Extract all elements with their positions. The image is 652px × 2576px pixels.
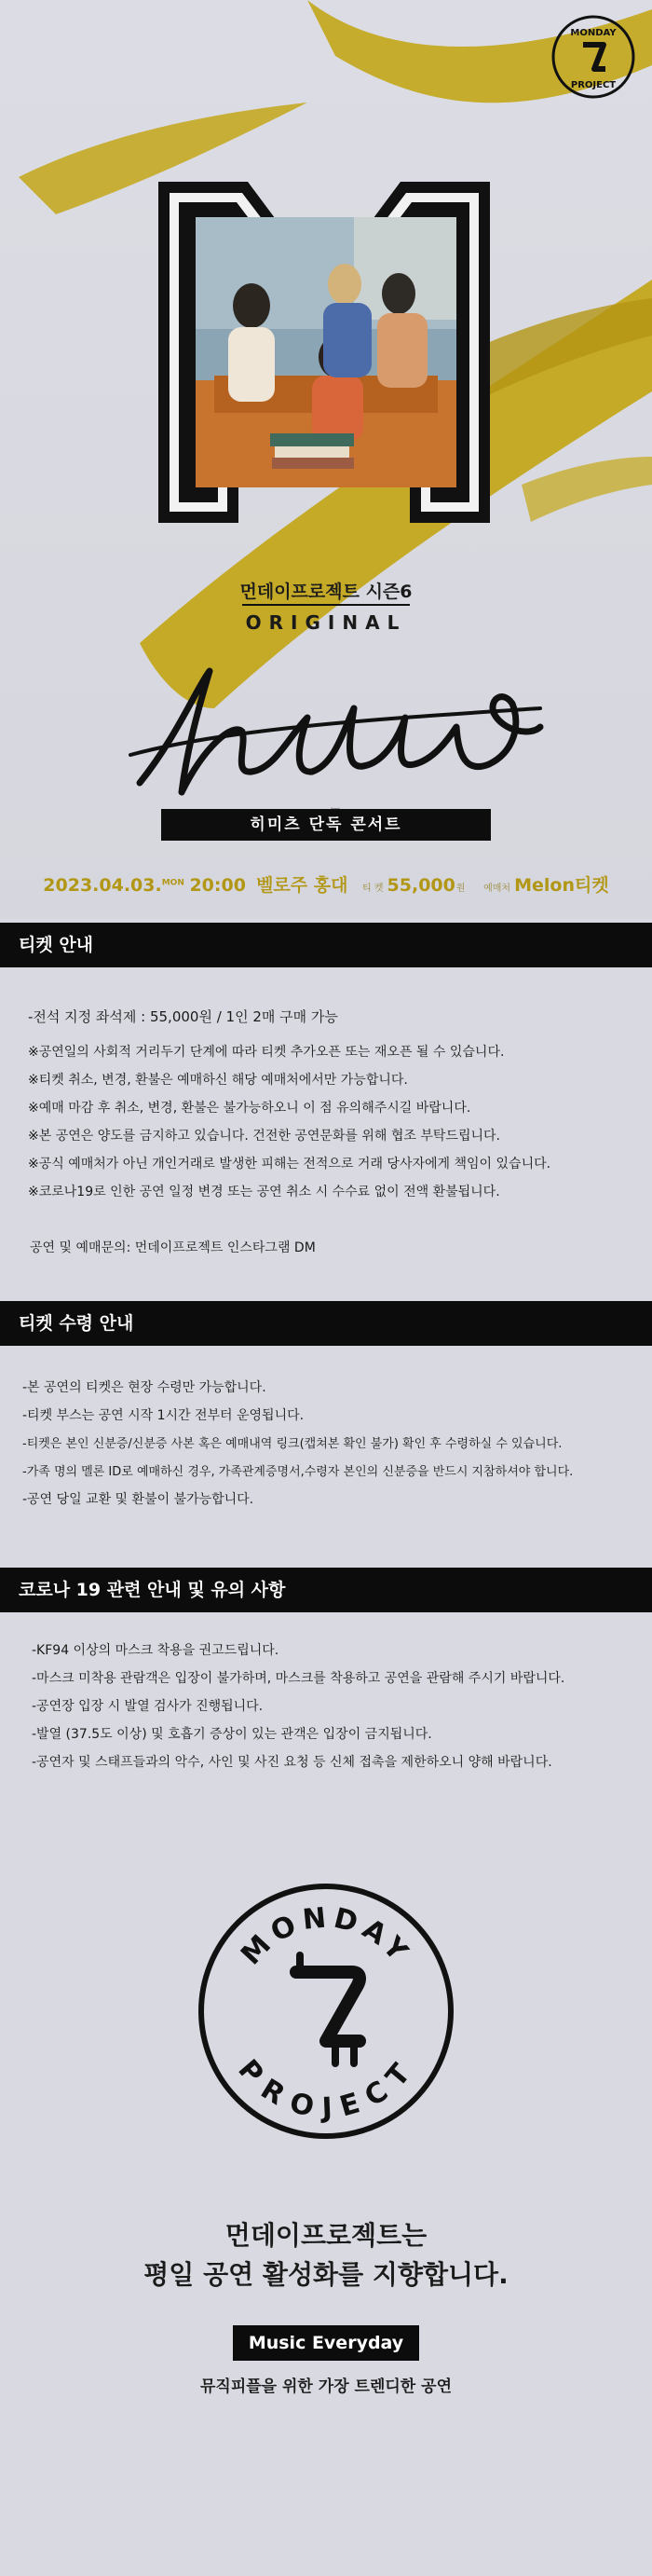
event-date: 2023.04.03. [43,875,162,896]
concert-poster [0,0,652,918]
pickup-line-1: -본 공연의 티켓은 현장 수령만 가능합니다. [22,1380,266,1395]
ticket-info-header: 티켓 안내 [0,923,652,967]
booking-label: 예매처 [483,884,511,894]
artist-group-photo [196,217,456,487]
monday-project-logo [550,13,637,101]
ticket-note-2: ※티켓 취소, 변경, 환불은 예매하신 해당 예매처에서만 가능합니다. [28,1073,408,1088]
pickup-line-5: -공연 당일 교환 및 환불이 불가능합니다. [22,1492,254,1507]
season-subtitle: 먼데이프로젝트 시즌6 [239,582,413,602]
ticket-price: 55,000 [387,875,455,896]
logo-text-bottom: PROJECT [570,80,617,90]
footer-headline [0,2216,652,2295]
ticket-label: 티 켓 [362,884,384,894]
event-time: 20:00 [189,875,246,896]
seat-info: -전석 지정 좌석제 : 55,000원 / 1인 2매 구매 가능 [28,1008,338,1025]
concert-title-bar: 히미츠 단독 콘서트 [161,809,491,841]
booking-suffix: 티켓 [574,875,609,896]
pickup-line-2: -티켓 부스는 공연 시작 1시간 전부터 운영됩니다. [22,1408,305,1423]
logo-text-top: MONDAY [570,28,617,38]
covid-line-4: -발열 (37.5도 이상) 및 호흡기 증상이 있는 관객은 입장이 금지됩니다. [32,1727,432,1742]
original-label: ORIGINAL [245,611,407,634]
pickup-line-4: -가족 명의 멜론 ID로 예매하신 경우, 가족관계증명서,수령자 본인의 신분증을 반드시 지참하셔야 합니다. [22,1465,574,1479]
booking-site: Melon [514,875,575,896]
music-everyday-badge: Music Everyday [233,2325,419,2361]
footer-headline-line2: 평일 공연 활성화를 지향합니다. [143,2259,509,2290]
covid-line-1: -KF94 이상의 마스크 착용을 권고드립니다. [32,1643,279,1658]
subtitle-divider [242,604,410,606]
script-title [121,652,550,811]
covid-line-3: -공연장 입장 시 발열 검사가 진행됩니다. [32,1699,264,1714]
contact-info: 공연 및 예매문의: 먼데이프로젝트 인스타그램 DM [30,1240,316,1255]
ticket-note-3: ※예매 마감 후 취소, 변경, 환불은 불가능하오니 이 점 유의해주시길 바랍니다. [28,1101,471,1116]
ticket-note-5: ※공식 예매처가 아닌 개인거래로 발생한 피해는 전적으로 거래 당사자에게 책임이 있습니다. [28,1157,551,1172]
event-venue: 벨로주 홍대 [256,875,348,896]
price-unit: 원 [455,884,466,894]
footer-tagline: 뮤직피플을 위한 가장 트렌디한 공연 [199,2377,452,2396]
covid-line-5: -공연자 및 스태프들과의 악수, 사인 및 사진 요청 등 신체 접촉을 제한하오니 양해 바랍니다. [32,1755,552,1770]
footer-headline-line1: 먼데이프로젝트는 [224,2220,428,2251]
covid-line-2: -마스크 미착용 관람객은 입장이 불가하며, 마스크를 착용하고 공연을 관람해 주시기 바랍니다. [32,1671,565,1686]
event-day: MON [161,878,184,888]
ticket-note-1: ※공연일의 사회적 거리두기 단계에 따라 티켓 추가오픈 또는 재오픈 될 수 있습니다. [28,1045,505,1060]
covid-header: 코로나 19 관련 안내 및 유의 사항 [0,1568,652,1612]
logo-text-project: PROJECT [231,2053,421,2126]
event-info-line [0,871,652,897]
ticket-note-4: ※본 공연은 양도를 금지하고 있습니다. 건전한 공연문화를 위해 협조 부탁드립니다. [28,1129,500,1144]
pickup-line-3: -티켓은 본인 신분증/신분증 사본 혹은 예매내역 링크(캡쳐본 확인 불가) 확인 후 수령하실 수 있습니다. [22,1437,563,1451]
ticket-note-6: ※코로나19로 인한 공연 일정 변경 또는 공연 취소 시 수수료 없이 전액 환불됩니다. [28,1185,500,1199]
monday-project-large-logo [196,1881,456,2142]
ticket-pickup-header: 티켓 수령 안내 [0,1301,652,1346]
logo-text-monday: MONDAY [235,1901,418,1972]
